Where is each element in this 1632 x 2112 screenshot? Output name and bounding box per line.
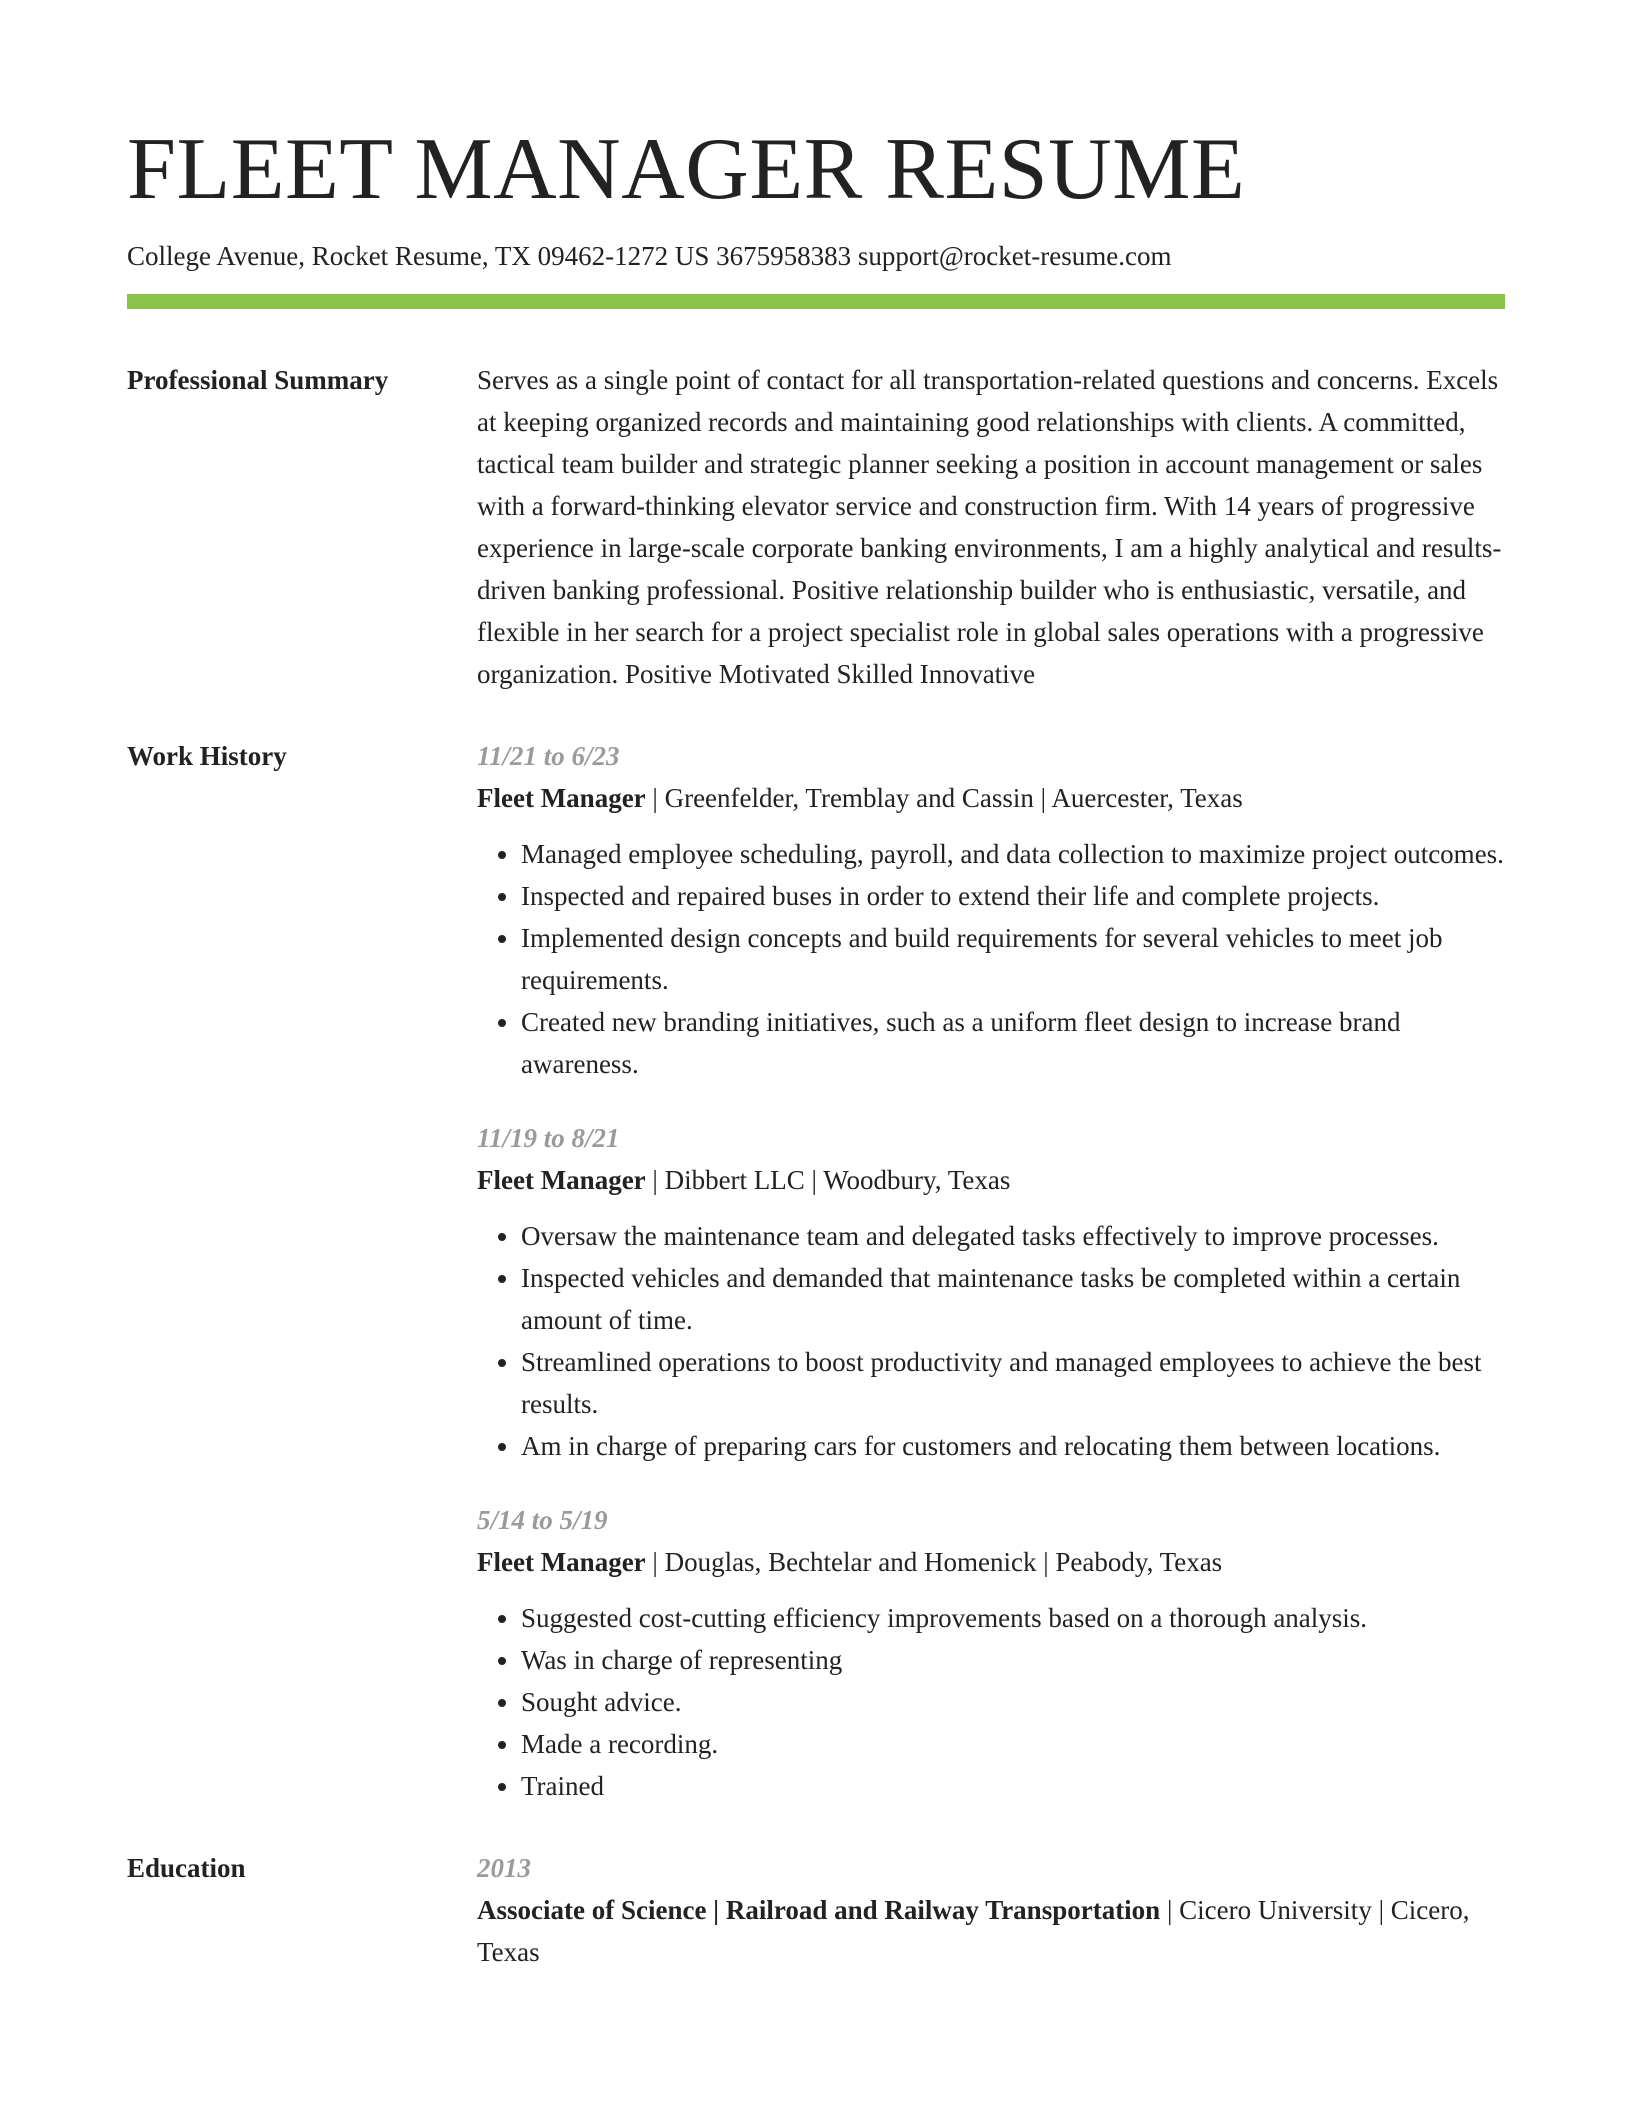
job-bullet: • Created new branding initiatives, such as a uniform fleet design to increase brand awareness. [521, 1001, 1505, 1085]
job-bullet: • Suggested cost-cutting efficiency improvements based on a thorough analysis. [521, 1597, 1505, 1639]
summary-body [477, 359, 1505, 695]
section-label-work: Work History [127, 741, 287, 771]
summary-text: Serves as a single point of contact for all transportation-related questions and concerns. Excels at keeping organized records and maintaining good relationships with clients. A committed, tactical team builder and strategic planner seeking a position in account management or sales with a forward-thinking elevator service and construction firm. With 14 years of progressive experience in large-scale corporate banking environments, I am a highly analytical and results-driven banking professional. Positive relationship builder who is enthusiastic, versatile, and flexible in her search for a project specialist role in global sales operations with a progressive organization. Positive Motivated Skilled Innovative [477, 365, 1502, 689]
job-entry [477, 1117, 1505, 1467]
job-dates: 5/14 to 5/19 [477, 1505, 608, 1535]
job-bullet: • Inspected vehicles and demanded that maintenance tasks be completed within a certain amount of time. [521, 1257, 1505, 1341]
job-role-line [477, 1159, 1505, 1201]
job-entry [477, 735, 1505, 1085]
job-bullets [477, 833, 1505, 1085]
job-role-line [477, 777, 1505, 819]
education-body [477, 1847, 1505, 1973]
job-bullet: • Implemented design concepts and build requirements for several vehicles to meet job requirements. [521, 917, 1505, 1001]
job-role-line [477, 1541, 1505, 1583]
job-bullet: • Trained [521, 1765, 1505, 1807]
job-title: Fleet Manager [477, 1165, 646, 1195]
education-line [477, 1889, 1505, 1973]
section-label-summary: Professional Summary [127, 365, 389, 395]
job-title: Fleet Manager [477, 783, 646, 813]
accent-divider [127, 294, 1505, 309]
job-bullet: • Sought advice. [521, 1681, 1505, 1723]
job-bullets [477, 1597, 1505, 1807]
job-details: | Douglas, Bechtelar and Homenick | Peabody, Texas [645, 1547, 1223, 1577]
job-bullet: • Streamlined operations to boost productivity and managed employees to achieve the best results. [521, 1341, 1505, 1425]
education-year: 2013 [477, 1853, 531, 1883]
education-school: | Cicero University | Cicero, Texas [477, 1895, 1470, 1967]
work-history-section [127, 735, 1505, 1807]
job-bullet: • Inspected and repaired buses in order to extend their life and complete projects. [521, 875, 1505, 917]
education-section [127, 1847, 1505, 1973]
job-details: | Greenfelder, Tremblay and Cassin | Auercester, Texas [645, 783, 1243, 813]
job-title: Fleet Manager [477, 1547, 646, 1577]
job-bullets [477, 1215, 1505, 1467]
job-details: | Dibbert LLC | Woodbury, Texas [645, 1165, 1011, 1195]
education-degree: Associate of Science | Railroad and Railway Transportation [477, 1895, 1161, 1925]
job-bullet: • Am in charge of preparing cars for customers and relocating them between locations. [521, 1425, 1505, 1467]
work-history-body [477, 735, 1505, 1807]
resume-title: FLEET MANAGER RESUME [127, 121, 1246, 218]
job-bullet: • Managed employee scheduling, payroll, and data collection to maximize project outcomes. [521, 833, 1505, 875]
job-dates: 11/19 to 8/21 [477, 1123, 620, 1153]
job-entry [477, 1499, 1505, 1807]
professional-summary-section [127, 359, 1505, 695]
job-bullet: • Oversaw the maintenance team and delegated tasks effectively to improve processes. [521, 1215, 1505, 1257]
job-bullet: • Made a recording. [521, 1723, 1505, 1765]
job-dates: 11/21 to 6/23 [477, 741, 620, 771]
contact-info: College Avenue, Rocket Resume, TX 09462-1272 US 3675958383 support@rocket-resume.com [127, 241, 1172, 271]
section-label-education: Education [127, 1853, 246, 1883]
job-bullet: • Was in charge of representing [521, 1639, 1505, 1681]
